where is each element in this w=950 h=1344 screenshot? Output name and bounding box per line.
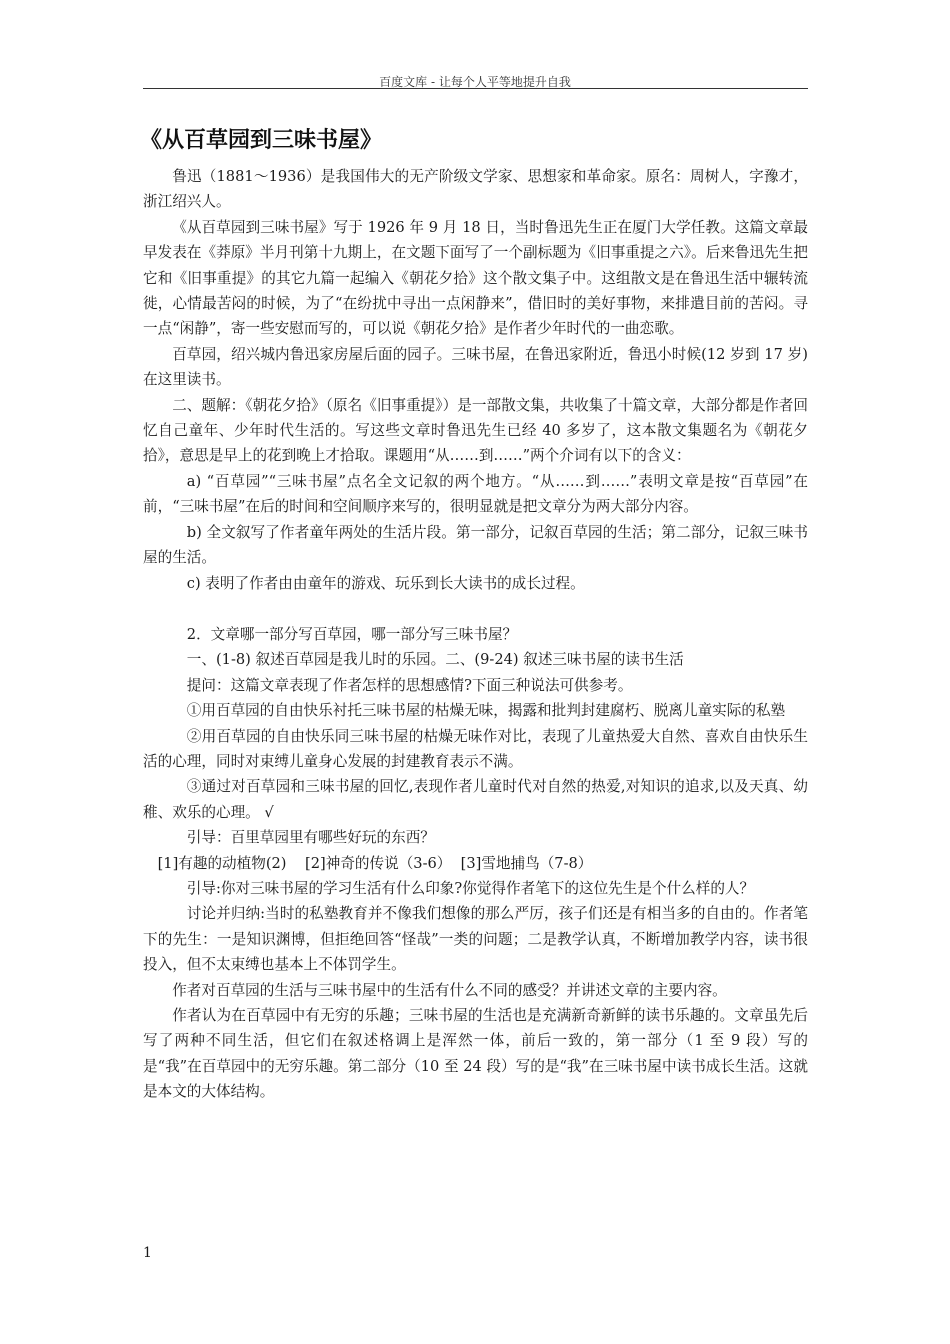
paragraph-option-1: ①用百草园的自由快乐衬托三味书屋的枯燥无味，揭露和批判封建腐朽、脱离儿童实际的私塾: [186, 702, 786, 720]
header-divider: [143, 88, 808, 89]
paragraph-background: 《从百草园到三味书屋》写于 1926 年 9 月 18 日，当时鲁迅先生正在厦门大学任教。这篇文章最早发表在《莽原》半月刊第十九期上，在文题下面写了一个副标题为《旧事重提之六》。后来鲁迅先生把它和《旧事重提》的其它九篇一起编入《朝花夕拾》这个散文集子中。这组散文是在鲁迅生活中辗转流徙，心情最苦闷的时候，为了“在纷扰中寻出一点闲静来”，借旧时的美好事物，来排遣目前的苦闷。寻一点“闲静”，寄一些安慰而写的，可以说《朝花夕拾》是作者少年时代的一曲恋歌。: [143, 218, 808, 338]
paragraph-guide-list: [1]有趣的动植物(2) [2]神奇的传说（3-6） [3]雪地捕鸟（7-8）: [157, 854, 593, 872]
paragraph-structure: 一、(1-8) 叙述百草园是我儿时的乐园。二、(9-24) 叙述三味书屋的读书生活: [186, 651, 684, 669]
paragraph-point-c: c) 表明了作者由由童年的游戏、玩乐到长大读书的成长过程。: [186, 574, 585, 592]
paragraph-point-b: b) 全文叙写了作者童年两处的生活片段。第一部分，记叙百草园的生活；第二部分，记叙三味书屋的生活。: [143, 523, 808, 567]
paragraph-guide-1: 引导：百里草园里有哪些好玩的东西？: [186, 829, 435, 847]
paragraph-point-a: a) “百草园”“三味书屋”点名全文记叙的两个地方。“从……到……”表明文章是按“百草园”在前，“三味书屋”在后的时间和空间顺序来写的，很明显就是把文章分为两大部分内容。: [143, 472, 808, 516]
document-title: 《从百草园到三味书屋》: [140, 127, 383, 153]
paragraph-prompt: 提问：这篇文章表现了作者怎样的思想感情?下面三种说法可供参考。: [186, 676, 633, 694]
paragraph-discussion: 讨论并归纳:当时的私塾教育并不像我们想像的那么严厉，孩子们还是有相当多的自由的。作者笔下的先生：一是知识渊博，但拒绝回答“怪哉”一类的问题；二是教学认真，不断增加教学内容，读书很投入，但不太束缚也基本上不体罚学生。: [143, 905, 808, 974]
paragraph-guide-2: 引导:你对三味书屋的学习生活有什么印象?你觉得作者笔下的这位先生是个什么样的人？: [186, 879, 755, 897]
paragraph-option-2: ②用百草园的自由快乐同三味书屋的枯燥无味作对比，表现了儿童热爱大自然、喜欢自由快乐生活的心理，同时对束缚儿童身心发展的封建教育表示不满。: [143, 727, 808, 770]
paragraph-places: 百草园，绍兴城内鲁迅家房屋后面的园子。三味书屋，在鲁迅家附近，鲁迅小时候(12 岁到 17 岁)在这里读书。: [143, 345, 808, 389]
paragraph-summary: 作者认为在百草园中有无穷的乐趣；三味书屋的生活也是充满新奇新鲜的读书乐趣的。文章虽先后写了两种不同生活，但它们在叙述格调上是浑然一体，前后一致的，第一部分（1 至 9 段）写的是“我”在百草园中的无穷乐趣。第二部分（10 至 24 段）写的是“我”在三味书屋中读书成长生活。这就是本文的大体结构。: [143, 1007, 808, 1101]
paragraph-title-explanation: 二、题解：《朝花夕拾》（原名《旧事重提》）是一部散文集，共收集了十篇文章，大部分都是作者回忆自己童年、少年时代生活的。写这些文章时鲁迅先生已经 40 多岁了，这本散文集题名为《朝花夕拾》，意思是早上的花到晚上才拾取。课题用“从……到……”两个介词有以下的含义：: [143, 396, 808, 465]
page-number: 1: [143, 1245, 152, 1261]
blank-line: [143, 596, 808, 622]
paragraph-feeling-question: 作者对百草园的生活与三味书屋中的生活有什么不同的感受？并讲述文章的主要内容。: [172, 981, 727, 999]
paragraph-author-intro: 鲁迅（1881～1936）是我国伟大的无产阶级文学家、思想家和革命家。原名：周树人，字豫才，浙江绍兴人。: [143, 168, 808, 211]
page-header: 百度文库 - 让每个人平等地提升自我: [379, 75, 571, 89]
document-body: [143, 164, 808, 1105]
paragraph-question-2: 2．文章哪一部分写百草园，哪一部分写三味书屋？: [186, 625, 518, 643]
paragraph-option-3: ③通过对百草园和三味书屋的回忆,表现作者儿童时代对自然的热爱,对知识的追求,以及天真、幼稚、欢乐的心理。 √: [143, 778, 808, 821]
